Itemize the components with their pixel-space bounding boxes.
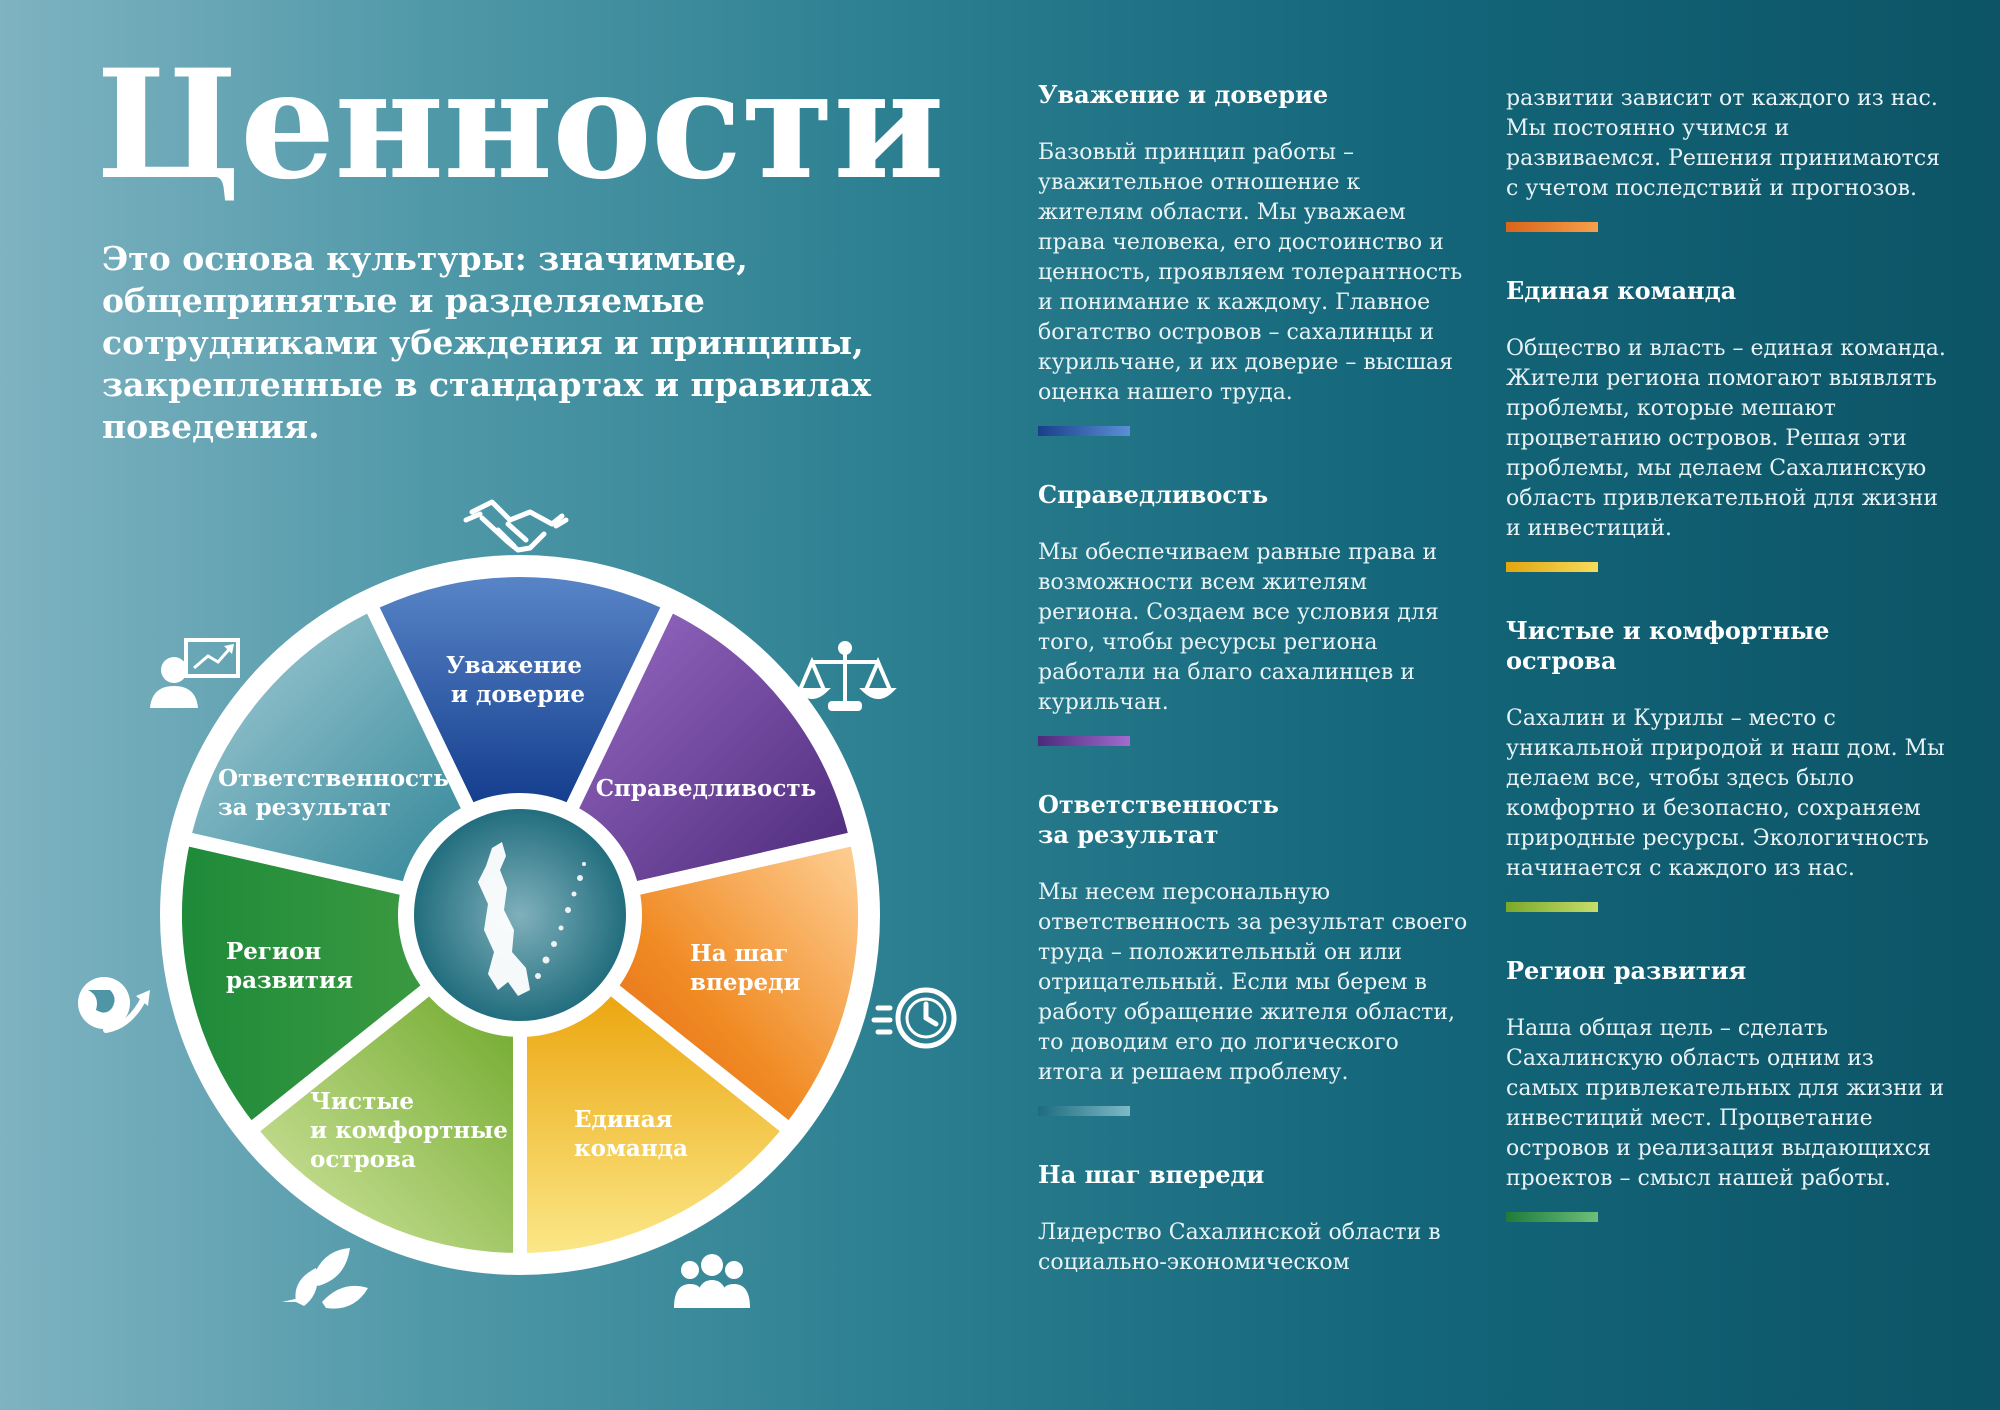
value-text-responsibility: Мы несем персональную ответственность за результат своего труда – положительный он или отрицательный. Если мы берем в работу обращение жителя области, то доводим его до логического итога и решаем проблему. <box>1038 880 1468 1085</box>
value-bar-respect <box>1038 426 1130 436</box>
value-bar-clean <box>1506 902 1598 912</box>
value-text-clean: Сахалин и Курилы – место с уникальной природой и наш дом. Мы делаем все, чтобы здесь было комфортно и безопасно, сохраняем природные ресурсы. Экологичность начинается с каждого из нас. <box>1506 706 1945 881</box>
values-wheel <box>60 490 980 1330</box>
value-text-region: Наша общая цель – сделать Сахалинскую область одним из самых привлекательных для жизни и инвестиций мест. Процветание островов и реализация выдающихся проектов – смысл нашей работы. <box>1506 1016 1945 1191</box>
clock-icon <box>874 990 954 1046</box>
value-heading-ahead: На шаг впереди <box>1038 1160 1265 1189</box>
value-bar-responsibility <box>1038 1106 1130 1116</box>
value-heading-justice: Справедливость <box>1038 480 1269 509</box>
value-block-justice <box>1038 480 1468 746</box>
segment-label-responsibility: Ответственность за результат <box>218 765 449 821</box>
team-icon <box>674 1254 750 1308</box>
globe-arrow-icon <box>78 977 150 1030</box>
segment-label-clean: Чистые и комфортные острова <box>310 1088 508 1173</box>
segment-label-team: Единая команда <box>574 1106 688 1162</box>
value-block-ahead-continued <box>1506 84 1946 232</box>
value-text-respect: Базовый принцип работы – уважительное отношение к жителям области. Мы уважаем права человека, его достоинство и ценность, проявляем толерантность и понимание к каждому. Главное богатство островов – сахалинцы и курильчане, и их доверие – высшая оценка нашего труда. <box>1038 140 1463 405</box>
value-text-ahead-part2: развитии зависит от каждого из нас. Мы постоянно учимся и развиваемся. Решения принимаются с учетом последствий и прогнозов. <box>1506 86 1941 201</box>
value-heading-respect: Уважение и доверие <box>1038 80 1329 109</box>
page-subtitle: Это основа культуры: значимые, общепринятые и разделяемые сотрудниками убеждения и принципы, закрепленные в стандартах и правилах поведения. <box>102 239 871 446</box>
value-bar-justice <box>1038 736 1130 746</box>
value-text-team: Общество и власть – единая команда. Жители региона помогают выявлять проблемы, которые мешают процветанию островов. Решая эти проблемы, мы делаем Сахалинскую область привлекательной для жизни и инвестиций. <box>1506 336 1946 541</box>
value-block-ahead <box>1038 1160 1468 1278</box>
value-block-responsibility <box>1038 790 1468 1116</box>
handshake-icon <box>466 502 566 550</box>
value-bar-team <box>1506 562 1598 572</box>
page-title: Ценности <box>96 37 944 213</box>
values-column-right <box>1506 84 1946 1266</box>
value-block-respect <box>1038 80 1468 436</box>
scales-icon <box>798 643 892 709</box>
value-block-team <box>1506 276 1946 572</box>
value-block-clean <box>1506 616 1946 912</box>
value-heading-clean: Чистые и комфортные острова <box>1506 616 1830 675</box>
value-bar-region <box>1506 1212 1598 1222</box>
value-text-ahead-part1: Лидерство Сахалинской области в социально-экономическом <box>1038 1220 1441 1275</box>
segment-label-ahead: На шаг впереди <box>690 940 801 996</box>
value-bar-ahead <box>1506 222 1598 232</box>
segment-label-respect: Уважение и доверие <box>446 652 586 708</box>
value-heading-responsibility: Ответственность за результат <box>1038 790 1279 849</box>
value-block-region <box>1506 956 1946 1222</box>
value-text-justice: Мы обеспечиваем равные права и возможности всем жителям региона. Создаем все условия для того, чтобы ресурсы региона работали на благо сахалинцев и курильчан. <box>1038 540 1439 715</box>
value-heading-region: Регион развития <box>1506 956 1747 985</box>
values-column-left <box>1038 80 1468 1278</box>
segment-label-region: Регион развития <box>226 938 354 994</box>
presenter-icon <box>150 640 238 708</box>
segment-label-justice: Справедливость <box>595 775 817 802</box>
value-heading-team: Единая команда <box>1506 276 1737 305</box>
leaves-icon <box>282 1248 368 1309</box>
